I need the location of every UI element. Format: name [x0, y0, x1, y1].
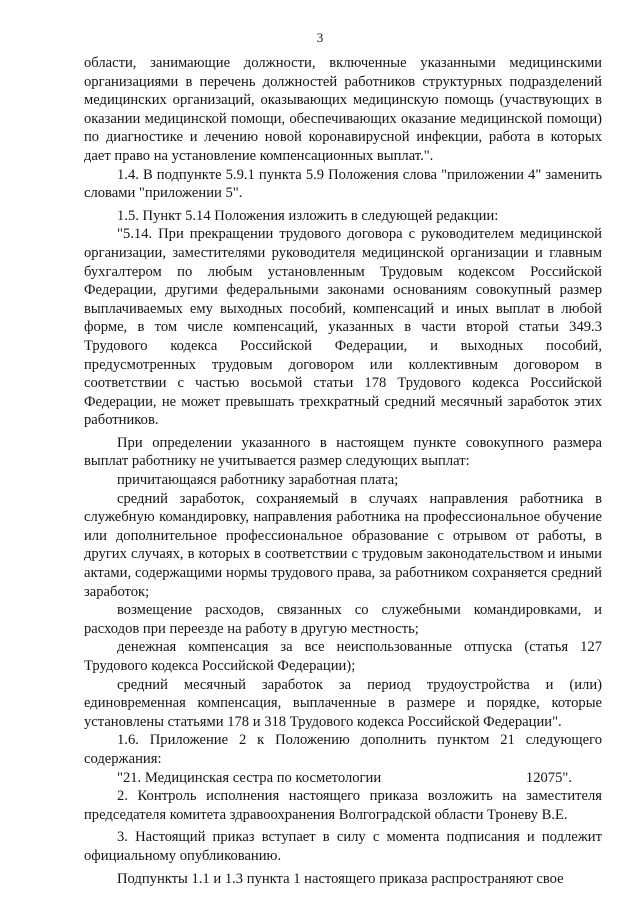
paragraph-item-1-6: 1.6. Приложение 2 к Положению дополнить пунктом 21 следующего содержания:: [84, 732, 602, 767]
appendix-row-21: [84, 769, 602, 788]
paragraph-continuation: области, занимающие должности, включенные указанными медицинскими организациями в перечень должностей работников структурных подразделений медицинских организаций, оказывающих медицинскую помощь (участвующих в оказании медицинской помощи, обеспечивающих оказание медицинской помощи) по диагностике и лечению новой коронавирусной инфекции, работа в которых дает право на установление компенсационных выплат.".: [84, 55, 602, 164]
paragraph-exclusion-employment-period: средний месячный заработок за период трудоустройства и (или) единовременная компенсация, выплаченные в размере и порядке, которые установлены статьями 178 и 318 Трудового кодекса Российской Федерации".: [84, 676, 602, 730]
paragraph-final: Подпункты 1.1 и 1.3 пункта 1 настоящего приказа распространяют свое: [117, 870, 564, 887]
appendix-row-position: "21. Медицинская сестра по косметологии: [117, 769, 382, 786]
paragraph-exclusion-salary: причитающаяся работнику заработная плата;: [117, 472, 399, 489]
paragraph-item-1-5: 1.5. Пункт 5.14 Положения изложить в следующей редакции:: [117, 207, 499, 224]
paragraph-exclusion-vacation-compensation: денежная компенсация за все неиспользованные отпуска (статья 127 Трудового кодекса Российской Федерации);: [84, 639, 602, 674]
paragraph-exclusions-intro: При определении указанного в настоящем пункте совокупного размера выплат работнику не учитывается размер следующих выплат:: [84, 434, 602, 470]
paragraph-item-2: 2. Контроль исполнения настоящего приказа возложить на заместителя председателя комитета здравоохранения Волгоградской области Троневу В.Е.: [84, 788, 602, 823]
paragraph-item-3: 3. Настоящий приказ вступает в силу с момента подписания и подлежит официальному опубликованию.: [84, 829, 602, 864]
paragraph-point-5-14: "5.14. При прекращении трудового договора с руководителем медицинской организации, заместителями руководителя медицинской организации и главным бухгалтером по любым установленным Трудовым кодексом Российской Федерации, другими федеральными законами основаниям совокупный размер выплачиваемых ему выходных пособий, компенсаций и иных выплат в любой форме, в том числе компенсаций, указанных в части второй статьи 349.3 Трудового кодекса Российской Федерации, и выходных пособий, предусмотренных трудовым договором или коллективным договором в соответствии с частью восьмой статьи 178 Трудового кодекса Российской Федерации, не может превышать трехкратный средний месячный заработок этих работников.: [84, 226, 602, 429]
paragraph-exclusion-average-earnings: средний заработок, сохраняемый в случаях направления работника в служебную командировку, направления работника на профессиональное обучение или дополнительное профессиональное образование с отрывом от работы, в других случаях, в которых в соответствии с трудовым законодательством и иными актами, содержащими нормы трудового права, за работником сохраняется средний заработок;: [84, 490, 602, 600]
appendix-row-value: 12075".: [525, 769, 572, 786]
page-number: 3: [316, 30, 324, 45]
document-body: [84, 54, 602, 888]
paragraph-item-1-4: 1.4. В подпункте 5.9.1 пункта 5.9 Положения слова "приложении 4" заменить словами "приложении 5".: [84, 166, 602, 202]
paragraph-exclusion-travel-expenses: возмещение расходов, связанных со служебными командировками, и расходов при переезде на работу в другую местность;: [84, 602, 602, 637]
